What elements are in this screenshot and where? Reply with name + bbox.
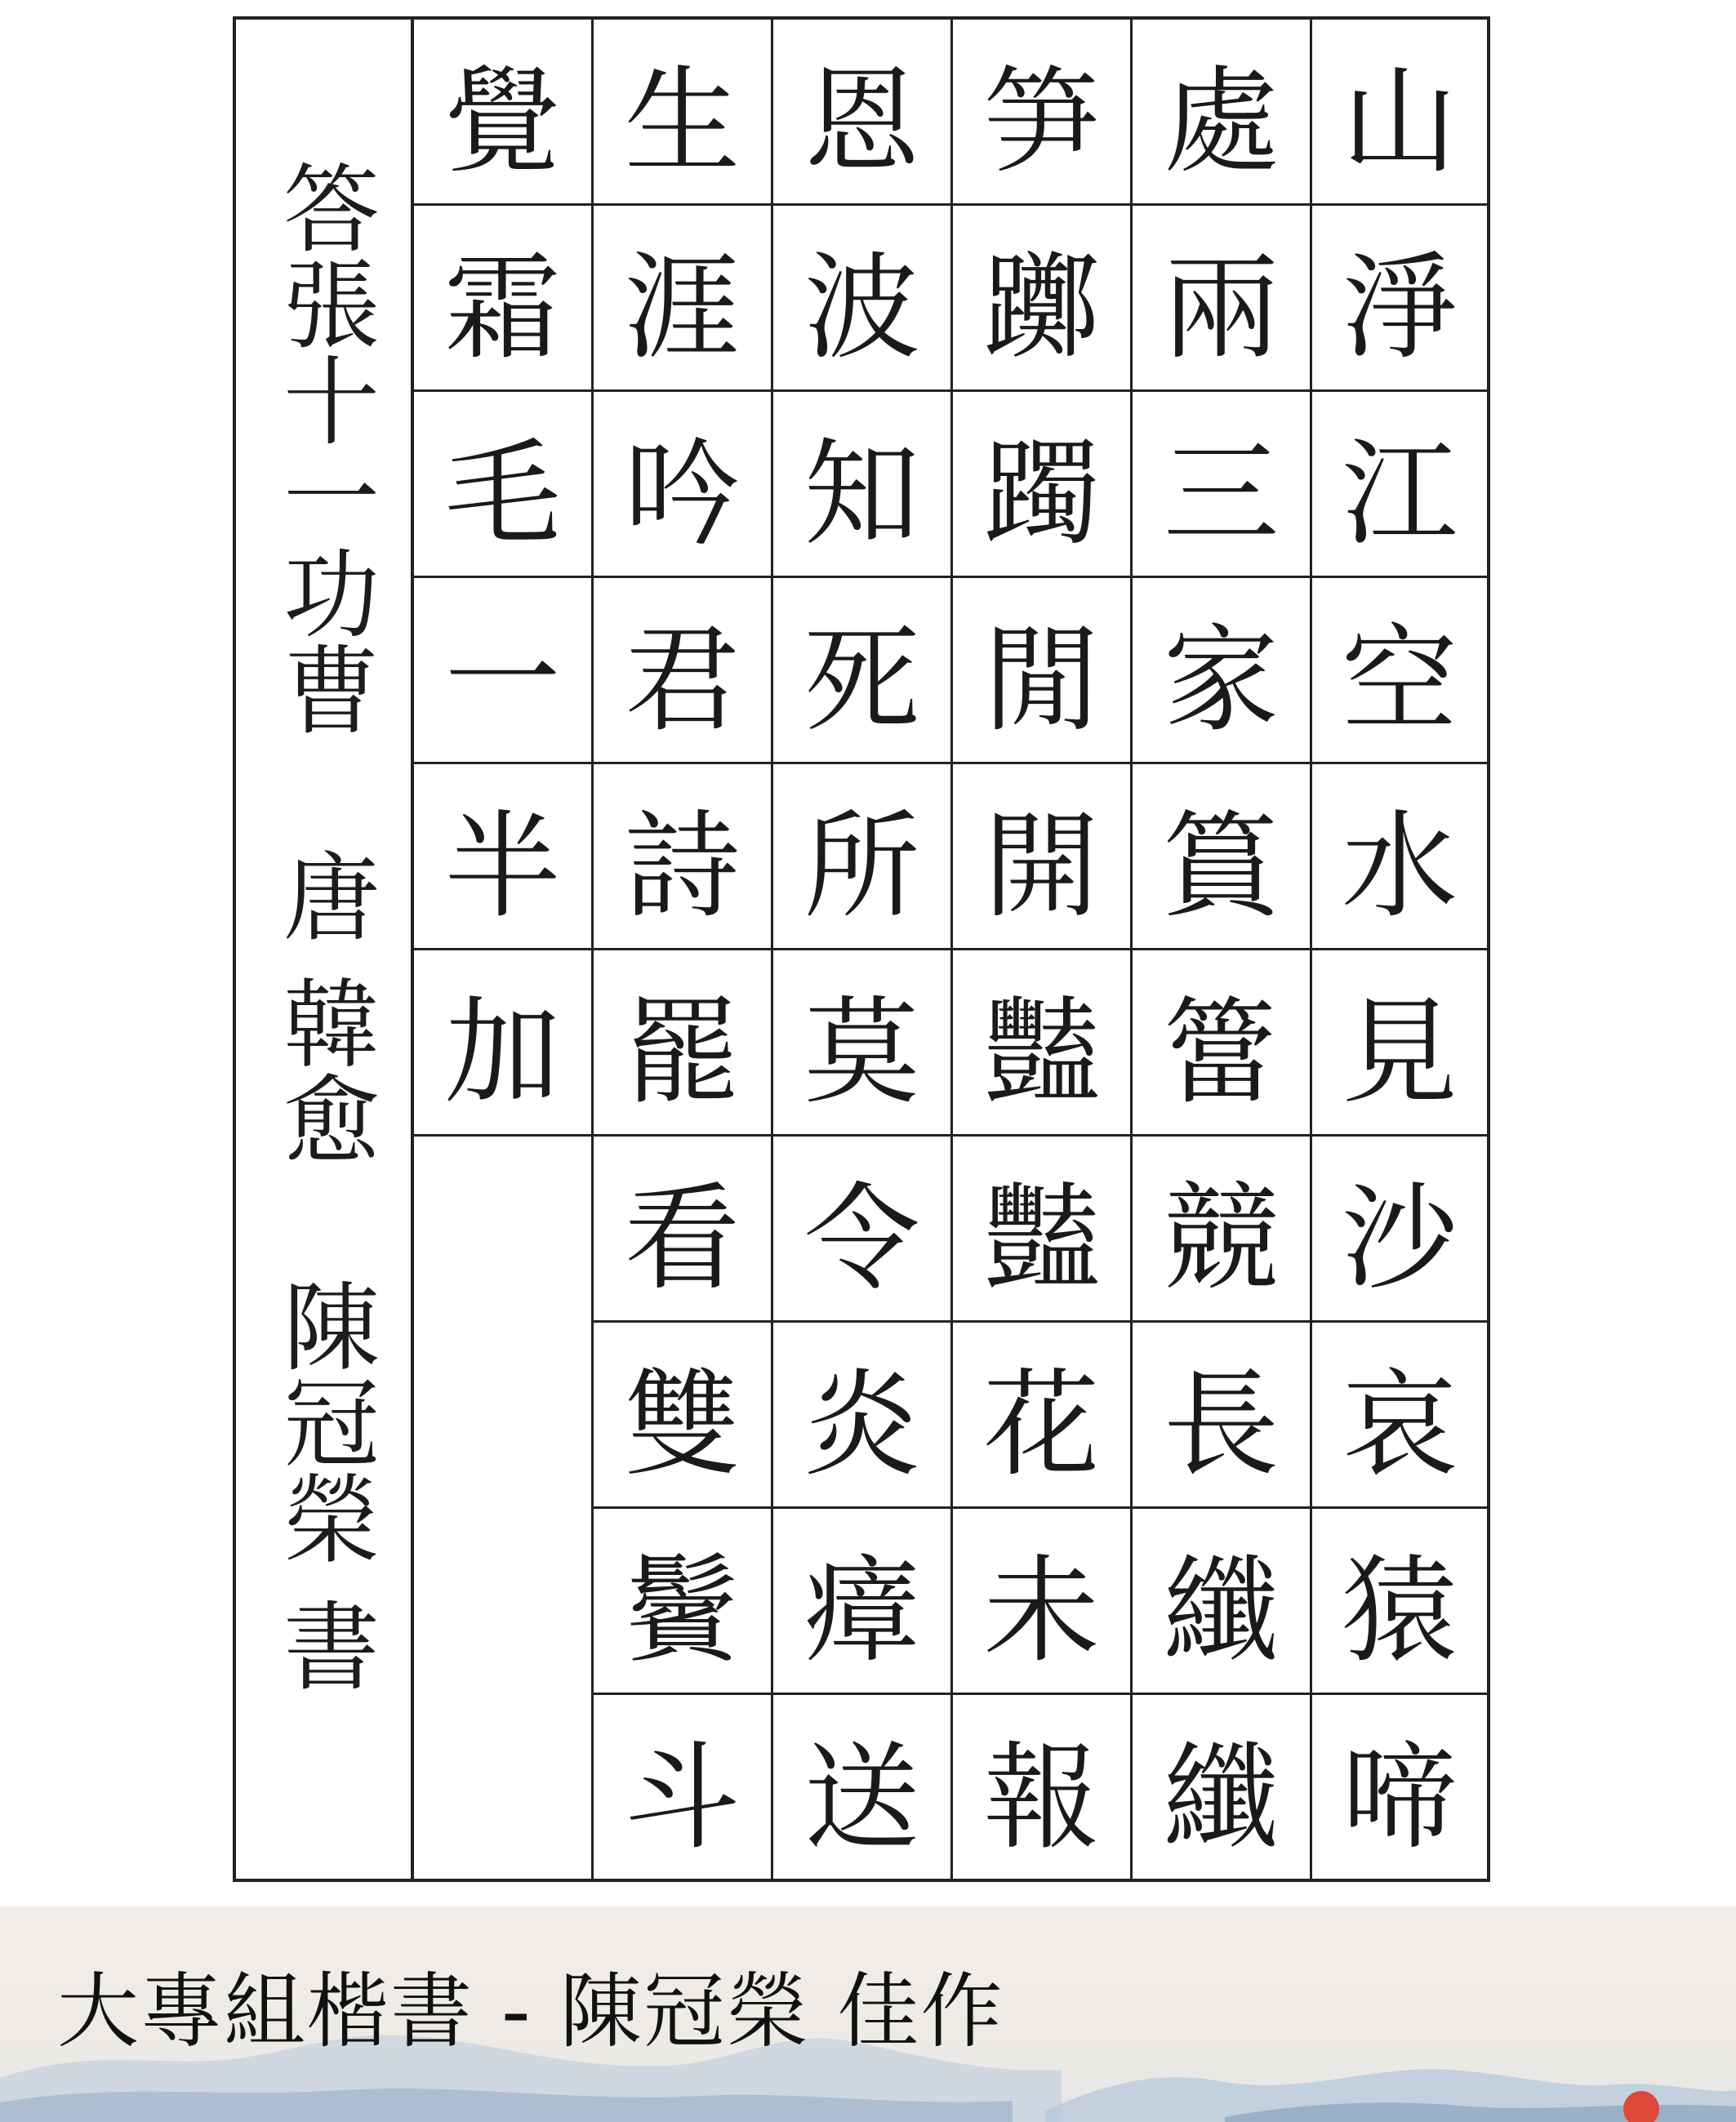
char-cell: 見 <box>1312 950 1487 1137</box>
caption-text: 大專組楷書 - 陳冠榮 佳作 <box>57 1964 1004 2059</box>
char-cell: 淨 <box>1312 206 1487 392</box>
char-cell: 簹 <box>1133 950 1312 1137</box>
char-cell: 兩 <box>1133 206 1312 392</box>
char-cell: 覺 <box>414 20 594 206</box>
char-cell: 哀 <box>1312 1323 1487 1509</box>
char-cell: 閒 <box>953 578 1133 764</box>
text-column-6 <box>1312 20 1487 1879</box>
char-cell: 開 <box>953 764 1133 950</box>
empty-cell-area <box>414 1137 594 1882</box>
writing-grid <box>233 16 1490 1882</box>
caption-banner <box>0 1906 1736 2122</box>
char-cell: 躅 <box>953 392 1133 578</box>
char-cell: 處 <box>1133 20 1312 206</box>
char-cell: 啼 <box>1342 1731 1458 1866</box>
text-column-5 <box>1133 20 1312 1879</box>
char-cell: 毛 <box>414 392 594 578</box>
char-cell: 江 <box>1312 392 1487 578</box>
char-cell: 詩 <box>594 764 773 950</box>
text-column-3 <box>773 20 953 1879</box>
char-cell: 沙 <box>1312 1137 1487 1323</box>
char-cell: 纖 <box>1133 1695 1312 1881</box>
calligrapher-name: 陳冠榮 <box>267 1276 380 1566</box>
char-cell: 猿 <box>1312 1509 1487 1695</box>
char-cell: 生 <box>594 20 773 206</box>
char-cell: 水 <box>1312 764 1487 950</box>
char-cell: 長 <box>1133 1323 1312 1509</box>
char-cell: 花 <box>953 1323 1133 1509</box>
char-cell: 半 <box>414 764 594 950</box>
text-column-1 <box>414 20 594 1879</box>
char-cell: 山 <box>1312 20 1487 206</box>
char-cell: 霜 <box>414 206 594 392</box>
char-cell: 恩 <box>773 20 953 206</box>
char-cell: 瘴 <box>773 1509 953 1695</box>
signature-suffix: 書 <box>267 1596 380 1693</box>
char-cell: 涯 <box>594 206 773 392</box>
char-cell: 家 <box>1133 578 1312 764</box>
dynasty-author: 唐 韓愈 <box>267 847 380 1167</box>
char-cell: 加 <box>414 950 594 1137</box>
char-cell: 笋 <box>953 20 1133 206</box>
char-cell: 死 <box>773 578 953 764</box>
char-cell: 豔 <box>953 1137 1133 1323</box>
char-cell: 吟 <box>594 392 773 578</box>
title-column <box>236 20 414 1879</box>
char-cell: 報 <box>953 1695 1133 1881</box>
char-cell: 空 <box>1312 578 1487 764</box>
char-cell: 令 <box>773 1137 953 1323</box>
char-cell: 送 <box>773 1695 953 1881</box>
char-cell: 看 <box>594 1137 773 1323</box>
char-cell: 君 <box>594 578 773 764</box>
char-cell: 篔 <box>1133 764 1312 950</box>
char-cell: 罷 <box>594 950 773 1137</box>
char-cell: 知 <box>773 392 953 578</box>
char-cell: 競 <box>1133 1137 1312 1323</box>
text-column-2 <box>594 20 773 1879</box>
char-cell: 莫 <box>773 950 953 1137</box>
char-cell: 一 <box>414 578 594 764</box>
text-column-4 <box>953 20 1133 1879</box>
char-cell: 躑 <box>953 206 1133 392</box>
char-cell: 三 <box>1133 392 1312 578</box>
char-cell: 豔 <box>953 950 1133 1137</box>
char-cell: 雙 <box>594 1323 773 1509</box>
char-cell: 鬢 <box>594 1509 773 1695</box>
char-cell: 炎 <box>773 1323 953 1509</box>
poem-title: 答張十一功曹 <box>267 158 380 736</box>
char-cell: 纖 <box>1133 1509 1312 1695</box>
char-cell: 斗 <box>594 1695 773 1881</box>
char-cell: 波 <box>773 206 953 392</box>
char-cell: 未 <box>953 1509 1133 1695</box>
char-cell: 所 <box>773 764 953 950</box>
title-signature-text <box>267 158 380 1693</box>
